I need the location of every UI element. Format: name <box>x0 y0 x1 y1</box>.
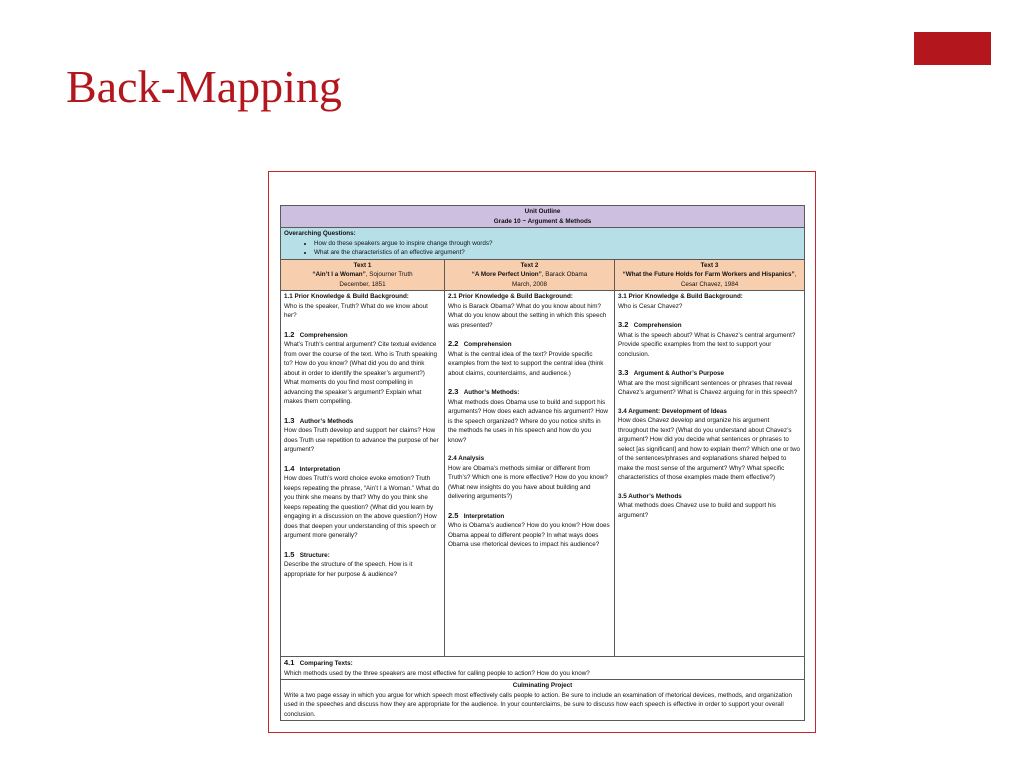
texts-row <box>281 259 805 291</box>
section-body: What’s Truth’s central argument? Cite textual evidence from over the course of the text. Who is Truth speaking to? How do you know? (What did you do and think about in order to identify the speaker’s argument?) What moments do you find most compelling in advancing the speaker’s argument? Explain what makes them compelling. <box>284 341 437 405</box>
accent-box <box>914 32 991 65</box>
text-label: Text 1 <box>353 261 372 269</box>
section-body: What are the most significant sentences or phrases that reveal Chavez’s argument? What is Chavez arguing for in this speech? <box>618 379 798 396</box>
text-label: Text 3 <box>700 261 719 269</box>
section-body: Describe the structure of the speech. How is it appropriate for her purpose & audience? <box>284 561 413 578</box>
outline-header-row <box>281 206 805 228</box>
section-heading: 1.1 Prior Knowledge & Build Background: <box>284 293 409 300</box>
section-number: 1.4 <box>284 463 295 473</box>
section-number: 2.3 <box>448 387 459 396</box>
section-body: Who is Cesar Chavez? <box>618 302 683 310</box>
overarching-question: • What are the characteristics of an effective argument? <box>314 248 801 258</box>
section-number: 2.5 <box>448 510 459 520</box>
slide-title: Back-Mapping <box>66 61 342 112</box>
section-title: Argument & Author’s Purpose <box>633 370 725 377</box>
section-title: Comparing Texts: <box>299 660 353 667</box>
section-heading: 3.5 Author’s Methods <box>618 492 682 500</box>
section-number: 4.1 <box>284 658 295 667</box>
comparing-cell <box>281 657 805 680</box>
culminating-body: Write a two page essay in which you argue for which speech most effectively calls people to action. Be sure to include an examination of rhetorical devices, methods, and organization used in the speeches and discuss how they are appropriate for the audience. In your counterclaims, be sure to discuss how each speech is effective in order to support your overall conclusion. <box>284 691 792 718</box>
section-title: Comprehension <box>299 331 348 339</box>
section-body: How does Truth’s word choice evoke emotion? Truth keeps repeating the phrase, “Ain’t I a Woman.” What do you think she means by that? Why do you think she keeps repeating the question? (What did you learn by engaging in a discussion on the above question?) How does that deepen your understanding of this speech or argument more generally? <box>284 475 440 539</box>
outline-heading: Unit Outline <box>524 208 561 215</box>
unit-outline-table <box>280 205 805 721</box>
section-body: How does Truth develop and support her claims? How does Truth use repetition to advance the purpose of her argument? <box>284 427 439 453</box>
overarching-label: Overarching Questions: <box>284 230 356 237</box>
section-number: 3.3 <box>618 368 629 377</box>
section-number: 3.2 <box>618 320 629 329</box>
text-label: Text 2 <box>520 261 539 269</box>
culminating-row <box>281 680 805 721</box>
section-body: How does Chavez develop and organize his argument throughout the text? (What do you understand about Chavez’s argument? How did you decide what sentences or phrases to select [as significant] and how to explain them? Which one or two of the sentences/phrases and explanations shared helped to make the most sense of the argument? Why? What specific characteristics of those examples made them effective?) <box>618 417 801 481</box>
text-title: “A More Perfect Union” <box>471 271 542 278</box>
section-body: What is the speech about? What is Chavez’s central argument? Provide specific examples from the text to support your conclusion. <box>618 331 796 358</box>
section-number: 1.5 <box>284 549 295 559</box>
text-2-header <box>445 259 615 291</box>
section-title: Interpretation <box>463 512 505 520</box>
section-heading: 3.1 Prior Knowledge & Build Background: <box>618 293 743 300</box>
comparing-row <box>281 657 805 680</box>
outline-header-cell <box>281 206 805 228</box>
section-number: 1.3 <box>284 415 295 425</box>
text-author: , Sojourner Truth <box>365 271 413 278</box>
text-date: March, 2008 <box>511 280 547 288</box>
section-title: Interpretation <box>299 465 341 473</box>
text-date: December, 1851 <box>339 280 386 288</box>
text-author: , Barack Obama <box>541 271 588 278</box>
text-author: , Cesar Chavez, 1984 <box>680 271 797 288</box>
questions-row <box>281 291 805 657</box>
section-title: Author’s Methods: <box>463 389 520 396</box>
document-frame <box>268 171 816 733</box>
section-body: How are Obama’s methods similar or different from Truth’s? Which one is more effective? How do you know? (What new insights do you have about building and delivering arguments?) <box>448 464 608 500</box>
section-body: Who is Obama’s audience? How do you know? How does Obama appeal to different people? In what ways does Obama use rhetorical devices to impact his audience? <box>448 522 610 548</box>
text-3-header <box>615 259 805 291</box>
section-body: What methods does Obama use to build and support his arguments? How does each advance his argument? How is the speech organized? Where do you notice shifts in the methods he uses in his speech and how do you know? <box>448 398 608 444</box>
section-body: Which methods used by the three speakers are most effective for calling people to action? How do you know? <box>284 669 590 677</box>
section-number: 1.2 <box>284 329 295 339</box>
text-2-questions <box>445 291 615 657</box>
section-heading: 2.4 Analysis <box>448 455 485 462</box>
section-body: What is the central idea of the text? Provide specific examples from the text to support the central idea (think about claims, counterclaims, and audience.) <box>448 350 604 377</box>
section-title: Comprehension <box>463 341 512 348</box>
section-title: Comprehension <box>633 322 682 329</box>
text-1-questions <box>281 291 445 657</box>
culminating-cell <box>281 680 805 721</box>
overarching-row <box>281 228 805 260</box>
text-title: “What the Future Holds for Farm Workers and Hispanics” <box>622 271 795 278</box>
outline-subheading: Grade 10 ~ Argument & Methods <box>493 217 592 225</box>
section-title: Author’s Methods <box>299 417 354 425</box>
overarching-list <box>284 239 801 258</box>
text-title: “Ain’t I a Woman” <box>312 271 366 278</box>
section-heading: 3.4 Argument: Development of Ideas <box>618 407 727 415</box>
overarching-question: • How do these speakers argue to inspire change through words? <box>314 239 801 249</box>
section-body: Who is the speaker, Truth? What do we know about her? <box>284 302 428 319</box>
text-1-header <box>281 259 445 291</box>
text-3-questions <box>615 291 805 657</box>
overarching-cell <box>281 228 805 260</box>
section-number: 2.2 <box>448 339 459 348</box>
section-body: What methods does Chavez use to build and support his argument? <box>618 502 776 519</box>
section-body: Who is Barack Obama? What do you know about him? What do you know about the setting in which this speech was presented? <box>448 302 607 329</box>
culminating-title: Culminating Project <box>512 682 573 689</box>
section-title: Structure: <box>299 551 330 559</box>
section-heading: 2.1 Prior Knowledge & Build Background: <box>448 293 573 300</box>
